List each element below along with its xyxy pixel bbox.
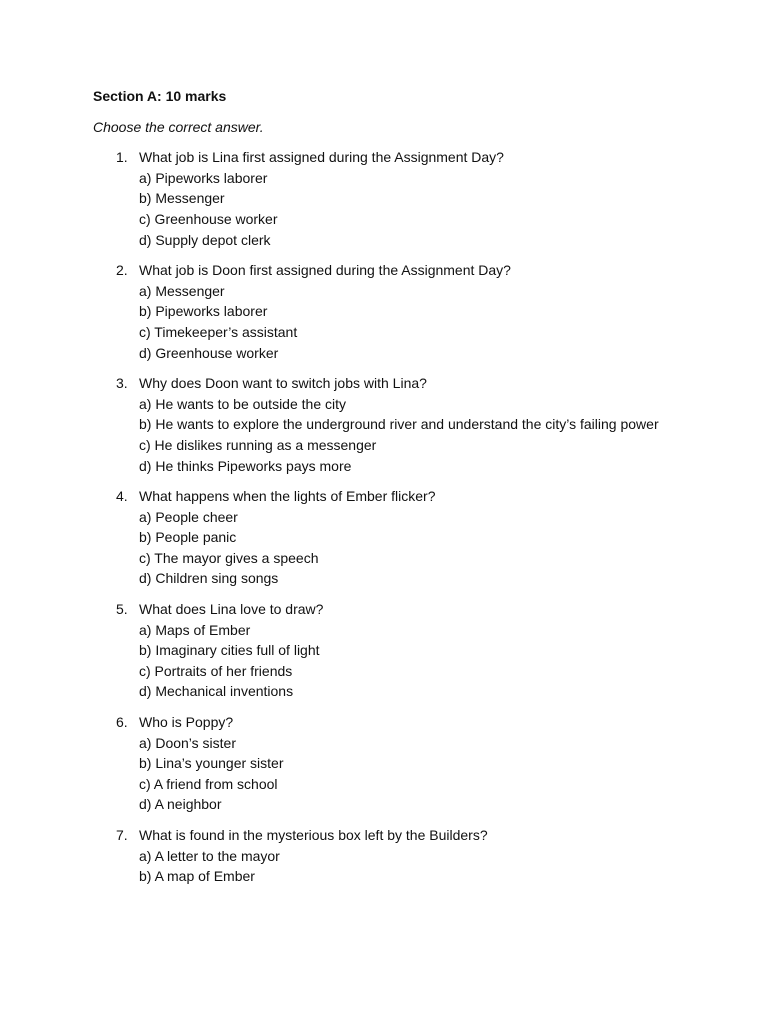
option-d: d) Supply depot clerk [139, 231, 271, 248]
option-list [139, 281, 673, 363]
option-list [139, 168, 673, 250]
option-list [139, 507, 673, 589]
question-list [93, 147, 673, 887]
option-a: a) Pipeworks laborer [139, 169, 268, 186]
question-number: 5. [116, 601, 128, 618]
option-b: b) Lina’s younger sister [139, 755, 284, 772]
document-page [93, 86, 673, 897]
question-text: What happens when the lights of Ember flicker? [139, 488, 436, 505]
question-6 [93, 712, 673, 815]
question-1 [93, 147, 673, 250]
option-b: b) He wants to explore the underground river and understand the city’s failing power [139, 416, 659, 433]
question-text: What does Lina love to draw? [139, 601, 324, 618]
question-number: 7. [116, 827, 128, 843]
question-text: Who is Poppy? [139, 714, 234, 731]
question-text: What job is Doon first assigned during the Assignment Day? [139, 262, 511, 279]
option-list [139, 846, 673, 887]
option-b: b) Messenger [139, 190, 225, 207]
question-number: 2. [116, 262, 128, 279]
option-c: c) Timekeeper’s assistant [139, 323, 298, 340]
option-b: b) Imaginary cities full of light [139, 642, 320, 659]
question-4 [93, 486, 673, 589]
option-list [139, 733, 673, 815]
option-d: d) Greenhouse worker [139, 344, 279, 361]
instruction-text: Choose the correct answer. [93, 118, 264, 135]
option-c: c) He dislikes running as a messenger [139, 436, 377, 453]
option-a: a) A letter to the mayor [139, 847, 280, 864]
option-list [139, 620, 673, 702]
option-c: c) A friend from school [139, 775, 278, 792]
option-a: a) He wants to be outside the city [139, 395, 346, 412]
question-number: 6. [116, 714, 128, 731]
question-text: What job is Lina first assigned during the Assignment Day? [139, 149, 504, 166]
question-7 [93, 825, 673, 887]
option-c: c) Greenhouse worker [139, 210, 278, 227]
question-2 [93, 260, 673, 363]
option-c: c) The mayor gives a speech [139, 549, 319, 566]
option-a: a) Maps of Ember [139, 621, 251, 638]
question-5 [93, 599, 673, 702]
option-b: b) People panic [139, 529, 237, 546]
option-a: a) People cheer [139, 508, 238, 525]
option-d: d) He thinks Pipeworks pays more [139, 457, 352, 474]
option-d: d) Children sing songs [139, 570, 279, 587]
question-text: Why does Doon want to switch jobs with Lina? [139, 375, 427, 392]
question-number: 3. [116, 375, 128, 392]
option-a: a) Doon’s sister [139, 734, 237, 751]
question-number: 4. [116, 488, 128, 505]
option-d: d) Mechanical inventions [139, 683, 294, 700]
option-b: b) A map of Ember [139, 868, 255, 885]
option-a: a) Messenger [139, 282, 225, 299]
section-title: Section A: 10 marks [93, 88, 227, 104]
option-b: b) Pipeworks laborer [139, 303, 268, 320]
question-text: What is found in the mysterious box left by the Builders? [139, 827, 488, 843]
option-d: d) A neighbor [139, 796, 222, 813]
option-list [139, 394, 673, 476]
question-3 [93, 373, 673, 476]
question-number: 1. [116, 149, 128, 166]
option-c: c) Portraits of her friends [139, 662, 293, 679]
